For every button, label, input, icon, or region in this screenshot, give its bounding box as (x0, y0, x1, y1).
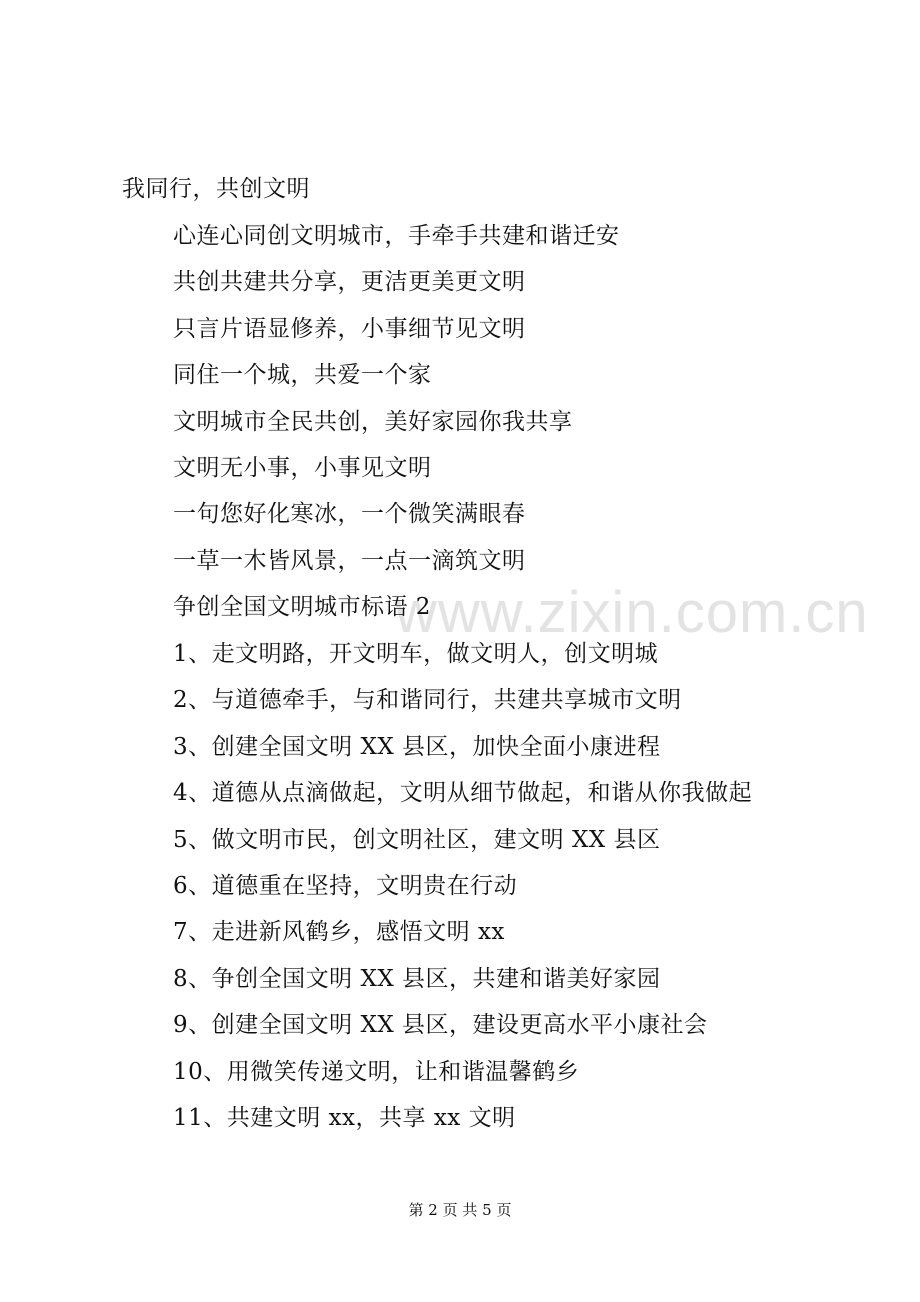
list-item: 1、走文明路，开文明车，做文明人，创文明城 (173, 641, 659, 667)
text-line: 文明无小事，小事见文明 (173, 455, 432, 481)
list-item: 2、与道德牵手，与和谐同行，共建共享城市文明 (173, 687, 682, 713)
list-item: 9、创建全国文明 XX 县区，建设更高水平小康社会 (173, 1012, 708, 1038)
list-item: 5、做文明市民，创文明社区，建文明 XX 县区 (173, 827, 661, 853)
page-footer: 第 2 页 共 5 页 (408, 1201, 512, 1219)
text-line: 我同行，共创文明 (122, 176, 310, 202)
text-line: 文明城市全民共创，美好家园你我共享 (173, 409, 573, 435)
text-line: 同住一个城，共爱一个家 (173, 362, 432, 388)
text-line: 一句您好化寒冰，一个微笑满眼春 (173, 501, 526, 527)
list-item: 10、用微笑传递文明，让和谐温馨鹤乡 (173, 1059, 580, 1085)
list-item: 3、创建全国文明 XX 县区，加快全面小康进程 (173, 734, 661, 760)
watermark: www.zixin.com.cn (395, 580, 869, 645)
list-item: 7、走进新风鹤乡，感悟文明 xx (173, 919, 505, 945)
text-line: 共创共建共分享，更洁更美更文明 (173, 269, 526, 295)
list-item: 6、道德重在坚持，文明贵在行动 (173, 873, 518, 899)
list-item: 11、共建文明 xx，共享 xx 文明 (173, 1105, 516, 1131)
text-line: 只言片语显修养，小事细节见文明 (173, 316, 526, 342)
list-item: 4、道德从点滴做起，文明从细节做起，和谐从你我做起 (173, 780, 753, 806)
list-item: 8、争创全国文明 XX 县区，共建和谐美好家园 (173, 966, 661, 992)
text-line: 心连心同创文明城市，手牵手共建和谐迁安 (173, 223, 620, 249)
section-heading: 争创全国文明城市标语 2 (173, 594, 431, 620)
text-line: 一草一木皆风景，一点一滴筑文明 (173, 548, 526, 574)
